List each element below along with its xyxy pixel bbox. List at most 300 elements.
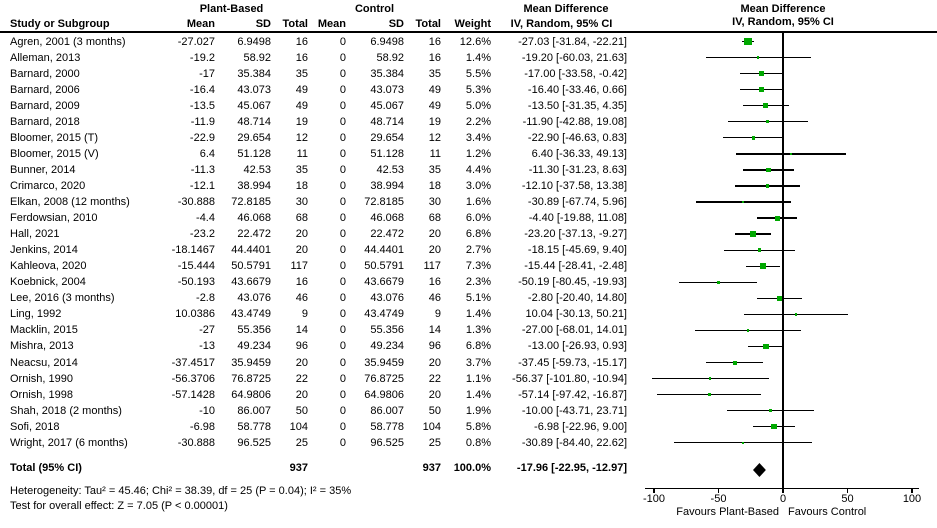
weight-cell: 3.0%: [465, 179, 491, 192]
ctrl-mean-cell: 0: [339, 308, 346, 321]
ctrl-sd-cell: 48.714: [370, 115, 404, 128]
pb-sd-cell: 44.4401: [231, 244, 271, 257]
ctrl-mean-cell: 0: [339, 260, 346, 273]
pb-mean-cell: -13: [199, 340, 215, 353]
ctrl-sd-cell: 35.384: [370, 67, 404, 80]
effect-marker: [766, 120, 769, 123]
total-row: [0, 460, 632, 476]
pb-sd-cell: 35.384: [237, 67, 271, 80]
pb-sd-cell: 43.073: [237, 83, 271, 96]
weight-cell: 5.8%: [465, 420, 491, 433]
pb-sd-cell: 51.128: [237, 147, 271, 160]
study-row: [0, 226, 632, 242]
pb-sd-cell: 38.994: [237, 179, 271, 192]
plot-column-subtitle: IV, Random, 95% CI: [732, 16, 834, 28]
pb-sd-cell: 58.778: [237, 420, 271, 433]
ctrl-total-cell: 49: [428, 99, 441, 112]
pb-total-cell: 16: [295, 51, 308, 64]
weight-cell: 3.4%: [465, 131, 491, 144]
ctrl-mean-cell: 0: [339, 356, 346, 369]
col-header-weight: Weight: [454, 18, 491, 30]
pb-sd-cell: 64.9806: [231, 388, 271, 401]
effect-marker: [775, 216, 780, 221]
study-name: Ling, 1992: [10, 308, 62, 321]
weight-cell: 1.6%: [465, 196, 491, 208]
md-column-title: Mean Difference: [523, 3, 609, 15]
study-name: Barnard, 2009: [10, 99, 80, 112]
ctrl-sd-cell: 46.068: [370, 212, 404, 225]
ctrl-mean-cell: 0: [339, 420, 346, 433]
study-name: Elkan, 2008 (12 months): [10, 196, 130, 208]
ci-text-cell: -15.44 [-28.41, -2.48]: [524, 260, 627, 273]
pb-total-cell: 30: [295, 196, 308, 208]
pb-mean-cell: -22.9: [189, 131, 215, 144]
heterogeneity-text: Heterogeneity: Tau² = 45.46; Chi² = 38.39, df = 25 (P = 0.04); I² = 35%: [10, 485, 352, 497]
study-name: Bloomer, 2015 (T): [10, 131, 99, 144]
study-row: [0, 210, 632, 226]
weight-cell: 5.1%: [465, 292, 491, 305]
pb-mean-cell: -56.3706: [171, 372, 215, 385]
ctrl-sd-cell: 55.356: [370, 324, 404, 337]
weight-cell: 2.2%: [465, 115, 491, 128]
total-ctrl-mean-empty: [308, 460, 346, 476]
ctrl-sd-cell: 38.994: [370, 179, 404, 192]
study-row: [0, 146, 632, 162]
pb-mean-cell: -19.2: [189, 51, 215, 64]
effect-marker: [709, 377, 711, 379]
effect-marker: [795, 313, 797, 315]
total-pb-total: 937: [289, 462, 308, 474]
ci-text-cell: 10.04 [-30.13, 50.21]: [525, 308, 627, 321]
ci-text-cell: -30.89 [-67.74, 5.96]: [527, 196, 627, 208]
weight-cell: 6.8%: [465, 228, 491, 241]
total-pb-sd-empty: [215, 460, 271, 476]
pb-total-cell: 49: [295, 83, 308, 96]
ctrl-mean-cell: 0: [339, 51, 346, 64]
ctrl-sd-cell: 72.8185: [364, 196, 404, 208]
pb-mean-cell: -6.98: [189, 420, 215, 433]
study-row: [0, 403, 632, 419]
study-row: [0, 114, 632, 130]
effect-marker: [766, 184, 770, 188]
study-row: [0, 242, 632, 258]
axis-tick-label: 0: [779, 493, 787, 505]
weight-cell: 1.9%: [465, 404, 491, 417]
study-name: Hall, 2021: [10, 228, 60, 241]
total-label: Total (95% CI): [10, 462, 82, 474]
ci-text-cell: -12.10 [-37.58, 13.38]: [521, 179, 627, 192]
pb-sd-cell: 58.92: [243, 51, 271, 64]
ctrl-mean-cell: 0: [339, 147, 346, 160]
effect-marker: [742, 201, 745, 204]
pb-mean-cell: -27: [199, 324, 215, 337]
study-name: Shah, 2018 (2 months): [10, 404, 122, 417]
weight-cell: 12.6%: [459, 35, 491, 48]
weight-cell: 1.4%: [465, 388, 491, 401]
ctrl-total-cell: 30: [428, 196, 441, 208]
ctrl-total-cell: 18: [428, 179, 441, 192]
weight-cell: 4.4%: [465, 163, 491, 176]
study-row: [0, 162, 632, 178]
study-row: [0, 50, 632, 66]
effect-marker: [759, 71, 764, 76]
ctrl-total-cell: 35: [428, 67, 441, 80]
pb-total-cell: 18: [295, 179, 308, 192]
weight-cell: 5.5%: [465, 67, 491, 80]
pb-mean-cell: -23.2: [189, 228, 215, 241]
weight-cell: 6.8%: [465, 340, 491, 353]
ci-text-cell: -56.37 [-101.80, -10.94]: [512, 372, 627, 385]
group-header-plant-based: Plant-Based: [199, 3, 264, 15]
ctrl-total-cell: 46: [428, 292, 441, 305]
pb-sd-cell: 55.356: [237, 324, 271, 337]
ctrl-mean-cell: 0: [339, 292, 346, 305]
pb-total-cell: 68: [295, 212, 308, 225]
ctrl-sd-cell: 45.067: [370, 99, 404, 112]
ctrl-total-cell: 20: [428, 228, 441, 241]
ci-text-cell: -16.40 [-33.46, 0.66]: [527, 83, 627, 96]
weight-cell: 2.3%: [465, 276, 491, 289]
pb-mean-cell: -27.027: [177, 35, 215, 48]
pb-mean-cell: -37.4517: [171, 356, 215, 369]
pb-total-cell: 11: [296, 147, 308, 160]
ci-text-cell: -30.89 [-84.40, 22.62]: [521, 436, 627, 449]
ctrl-total-cell: 16: [428, 35, 441, 48]
group-header-control: Control: [354, 3, 395, 15]
ctrl-mean-cell: 0: [339, 324, 346, 337]
pb-mean-cell: -11.9: [190, 115, 215, 128]
col-header-pb-mean: Mean: [186, 18, 215, 30]
pb-sd-cell: 50.5791: [231, 260, 271, 273]
pb-total-cell: 22: [295, 372, 308, 385]
pb-sd-cell: 35.9459: [231, 356, 271, 369]
effect-marker: [758, 248, 761, 251]
ci-text-cell: -2.80 [-20.40, 14.80]: [527, 292, 627, 305]
total-ctrl-sd-empty: [346, 460, 404, 476]
effect-marker: [777, 296, 782, 301]
effect-marker: [742, 442, 744, 444]
ctrl-sd-cell: 58.92: [376, 51, 404, 64]
pb-total-cell: 104: [289, 420, 308, 433]
ctrl-total-cell: 96: [428, 340, 441, 353]
ctrl-total-cell: 22: [428, 372, 441, 385]
ctrl-total-cell: 16: [428, 51, 441, 64]
pb-sd-cell: 43.076: [237, 292, 271, 305]
axis-tick-label: 100: [902, 493, 922, 505]
ctrl-mean-cell: 0: [339, 115, 346, 128]
pb-sd-cell: 22.472: [237, 228, 271, 241]
pb-mean-cell: -16.4: [189, 83, 215, 96]
study-row: [0, 338, 632, 354]
pb-mean-cell: -50.193: [177, 276, 215, 289]
effect-marker: [763, 344, 768, 349]
ctrl-sd-cell: 6.9498: [370, 35, 404, 48]
pb-sd-cell: 6.9498: [237, 35, 271, 48]
zero-line: [782, 33, 783, 489]
ci-text-cell: -11.90 [-42.88, 19.08]: [522, 115, 627, 128]
effect-marker: [763, 103, 768, 108]
study-name: Barnard, 2018: [10, 115, 80, 128]
axis-tick-label: -100: [642, 493, 666, 505]
ctrl-total-cell: 68: [428, 212, 441, 225]
ctrl-total-cell: 117: [423, 260, 441, 273]
study-row: [0, 274, 632, 290]
pb-total-cell: 35: [295, 67, 308, 80]
favours-right-label: Favours Control: [788, 506, 867, 518]
col-header-ctrl-total: Total: [415, 18, 441, 30]
column-header-row: [0, 16, 632, 32]
ci-text-cell: -13.00 [-26.93, 0.93]: [527, 340, 627, 353]
pb-mean-cell: -2.8: [196, 292, 215, 305]
study-name: Jenkins, 2014: [10, 244, 78, 257]
ctrl-sd-cell: 44.4401: [364, 244, 404, 257]
weight-cell: 5.0%: [465, 99, 491, 112]
ctrl-mean-cell: 0: [339, 372, 346, 385]
ctrl-mean-cell: 0: [339, 404, 346, 417]
effect-marker: [771, 424, 776, 429]
ctrl-mean-cell: 0: [339, 436, 346, 449]
pb-total-cell: 25: [295, 436, 308, 449]
summary-diamond: [753, 463, 766, 477]
study-name: Mishra, 2013: [10, 340, 74, 353]
ci-text-cell: 6.40 [-36.33, 49.13]: [531, 147, 627, 160]
pb-sd-cell: 43.6679: [231, 276, 271, 289]
pb-mean-cell: -11.3: [190, 163, 215, 176]
ctrl-sd-cell: 35.9459: [364, 356, 404, 369]
effect-marker: [744, 38, 751, 45]
study-name: Barnard, 2000: [10, 67, 80, 80]
study-row: [0, 371, 632, 387]
study-row: [0, 355, 632, 371]
pb-sd-cell: 45.067: [237, 99, 271, 112]
ci-text-cell: -37.45 [-59.73, -15.17]: [518, 356, 627, 369]
study-name: Koebnick, 2004: [10, 276, 86, 289]
ctrl-sd-cell: 43.6679: [364, 276, 404, 289]
col-header-ctrl-sd: SD: [388, 18, 404, 30]
pb-sd-cell: 46.068: [237, 212, 271, 225]
ctrl-sd-cell: 58.778: [370, 420, 404, 433]
pb-total-cell: 20: [295, 228, 308, 241]
effect-marker: [766, 168, 770, 172]
total-weight: 100.0%: [453, 462, 491, 474]
weight-cell: 1.3%: [465, 324, 491, 337]
pb-total-cell: 49: [295, 99, 308, 112]
ctrl-total-cell: 11: [429, 147, 441, 160]
study-row: [0, 82, 632, 98]
ctrl-sd-cell: 50.5791: [364, 260, 404, 273]
study-row: [0, 387, 632, 403]
plot-column-title: Mean Difference: [740, 3, 826, 15]
ctrl-sd-cell: 76.8725: [364, 372, 404, 385]
effect-marker: [752, 136, 756, 140]
study-row: [0, 130, 632, 146]
ctrl-total-cell: 35: [428, 163, 441, 176]
ci-text-cell: -10.00 [-43.71, 23.71]: [521, 404, 627, 417]
effect-marker: [708, 393, 710, 395]
effect-marker: [759, 87, 764, 92]
pb-total-cell: 16: [295, 276, 308, 289]
weight-cell: 1.4%: [465, 308, 491, 321]
study-row: [0, 435, 632, 451]
pb-total-cell: 96: [295, 340, 308, 353]
ctrl-mean-cell: 0: [339, 179, 346, 192]
pb-total-cell: 19: [295, 115, 308, 128]
ci-text-cell: -11.30 [-31.23, 8.63]: [528, 163, 627, 176]
ctrl-total-cell: 20: [428, 356, 441, 369]
pb-mean-cell: -17: [199, 67, 215, 80]
study-row: [0, 322, 632, 338]
ci-text-cell: -27.03 [-31.84, -22.21]: [518, 35, 627, 48]
study-name: Crimarco, 2020: [10, 179, 86, 192]
favours-left-label: Favours Plant-Based: [676, 506, 779, 518]
ctrl-mean-cell: 0: [339, 99, 346, 112]
pb-total-cell: 20: [295, 356, 308, 369]
study-row: [0, 66, 632, 82]
col-header-ci-text: IV, Random, 95% CI: [510, 18, 613, 30]
study-row: [0, 98, 632, 114]
ci-text-cell: -18.15 [-45.69, 9.40]: [527, 244, 627, 257]
total-ctrl-total: 937: [422, 462, 441, 474]
ctrl-mean-cell: 0: [339, 67, 346, 80]
pb-sd-cell: 42.53: [243, 163, 271, 176]
col-header-pb-sd: SD: [255, 18, 271, 30]
ctrl-total-cell: 19: [428, 115, 441, 128]
ctrl-total-cell: 104: [422, 420, 441, 433]
axis-tick-label: -50: [710, 493, 727, 505]
pb-sd-cell: 76.8725: [231, 372, 271, 385]
ctrl-total-cell: 16: [428, 276, 441, 289]
study-name: Bloomer, 2015 (V): [10, 147, 99, 160]
pb-total-cell: 12: [295, 131, 308, 144]
weight-cell: 6.0%: [465, 212, 491, 225]
pb-mean-cell: -57.1428: [171, 388, 215, 401]
study-row: [0, 419, 632, 435]
ctrl-sd-cell: 96.525: [370, 436, 404, 449]
ctrl-mean-cell: 0: [339, 83, 346, 96]
pb-mean-cell: -12.1: [189, 179, 215, 192]
study-name: Wright, 2017 (6 months): [10, 436, 128, 449]
ctrl-sd-cell: 43.073: [370, 83, 404, 96]
weight-cell: 3.7%: [465, 356, 491, 369]
ctrl-mean-cell: 0: [339, 35, 346, 48]
effect-marker: [747, 329, 749, 331]
pb-total-cell: 20: [295, 244, 308, 257]
pb-mean-cell: -13.5: [189, 99, 215, 112]
pb-mean-cell: -30.888: [177, 436, 215, 449]
pb-sd-cell: 49.234: [237, 340, 271, 353]
effect-marker: [733, 361, 737, 365]
col-header-study: Study or Subgroup: [10, 18, 110, 30]
study-name: Lee, 2016 (3 months): [10, 292, 115, 305]
pb-mean-cell: -4.4: [196, 212, 215, 225]
effect-marker: [757, 56, 759, 58]
ctrl-total-cell: 9: [434, 308, 441, 321]
ctrl-total-cell: 14: [428, 324, 441, 337]
ci-text-cell: -23.20 [-37.13, -9.27]: [524, 228, 627, 241]
study-name: Macklin, 2015: [10, 324, 78, 337]
axis-tick-label: 50: [841, 493, 854, 505]
pb-total-cell: 117: [290, 260, 308, 273]
header-divider-line: [0, 31, 937, 33]
pb-total-cell: 50: [295, 404, 308, 417]
ctrl-mean-cell: 0: [339, 131, 346, 144]
ctrl-mean-cell: 0: [339, 244, 346, 257]
ci-text-cell: -27.00 [-68.01, 14.01]: [521, 324, 627, 337]
weight-cell: 1.2%: [465, 147, 491, 160]
pb-mean-cell: 10.0386: [175, 308, 215, 321]
weight-cell: 7.3%: [465, 260, 491, 273]
study-name: Alleman, 2013: [10, 51, 81, 64]
pb-sd-cell: 86.007: [237, 404, 271, 417]
ctrl-sd-cell: 42.53: [376, 163, 404, 176]
pb-mean-cell: -15.444: [177, 260, 215, 273]
ctrl-sd-cell: 43.076: [370, 292, 404, 305]
pb-total-cell: 14: [295, 324, 308, 337]
ctrl-mean-cell: 0: [339, 276, 346, 289]
ci-text-cell: -6.98 [-22.96, 9.00]: [534, 420, 627, 433]
ci-text-cell: -4.40 [-19.88, 11.08]: [528, 212, 627, 225]
effect-marker: [760, 263, 766, 269]
pb-mean-cell: -30.888: [177, 196, 215, 208]
effect-marker: [750, 231, 755, 236]
ci-text-cell: -22.90 [-46.63, 0.83]: [527, 131, 627, 144]
pb-sd-cell: 29.654: [237, 131, 271, 144]
effect-marker: [769, 409, 772, 412]
weight-cell: 0.8%: [465, 436, 491, 449]
pb-total-cell: 9: [301, 308, 308, 321]
ci-text-cell: -13.50 [-31.35, 4.35]: [527, 99, 627, 112]
study-name: Ornish, 1998: [10, 388, 73, 401]
study-row: [0, 34, 632, 50]
ctrl-total-cell: 49: [428, 83, 441, 96]
ci-text-cell: -57.14 [-97.42, -16.87]: [518, 388, 627, 401]
weight-cell: 1.4%: [465, 51, 491, 64]
study-name: Ferdowsian, 2010: [10, 212, 98, 225]
pb-total-cell: 20: [295, 388, 308, 401]
study-row: [0, 194, 632, 210]
pb-sd-cell: 48.714: [237, 115, 271, 128]
study-row: [0, 178, 632, 194]
study-name: Barnard, 2006: [10, 83, 80, 96]
ctrl-total-cell: 25: [428, 436, 441, 449]
total-pb-mean-empty: [155, 460, 215, 476]
pb-total-cell: 46: [295, 292, 308, 305]
study-name: Kahleova, 2020: [10, 260, 87, 273]
weight-cell: 1.1%: [465, 372, 491, 385]
ctrl-sd-cell: 49.234: [370, 340, 404, 353]
overall-effect-text: Test for overall effect: Z = 7.05 (P < 0.00001): [10, 500, 228, 512]
pb-mean-cell: -18.1467: [171, 244, 215, 257]
pb-sd-cell: 96.525: [237, 436, 271, 449]
total-ci-text: -17.96 [-22.95, -12.97]: [516, 462, 627, 474]
ci-text-cell: -17.00 [-33.58, -0.42]: [524, 67, 627, 80]
study-name: Neacsu, 2014: [10, 356, 78, 369]
study-row: [0, 258, 632, 274]
ctrl-total-cell: 20: [428, 244, 441, 257]
study-row: [0, 290, 632, 306]
study-name: Bunner, 2014: [10, 163, 76, 176]
study-name: Ornish, 1990: [10, 372, 73, 385]
ctrl-sd-cell: 64.9806: [364, 388, 404, 401]
ctrl-sd-cell: 86.007: [370, 404, 404, 417]
col-header-ctrl-mean: Mean: [317, 18, 346, 30]
pb-mean-cell: 6.4: [199, 147, 215, 160]
ctrl-mean-cell: 0: [339, 388, 346, 401]
study-name: Sofi, 2018: [10, 420, 60, 433]
ctrl-sd-cell: 43.4749: [364, 308, 404, 321]
ctrl-total-cell: 12: [428, 131, 441, 144]
pb-sd-cell: 72.8185: [231, 196, 271, 208]
